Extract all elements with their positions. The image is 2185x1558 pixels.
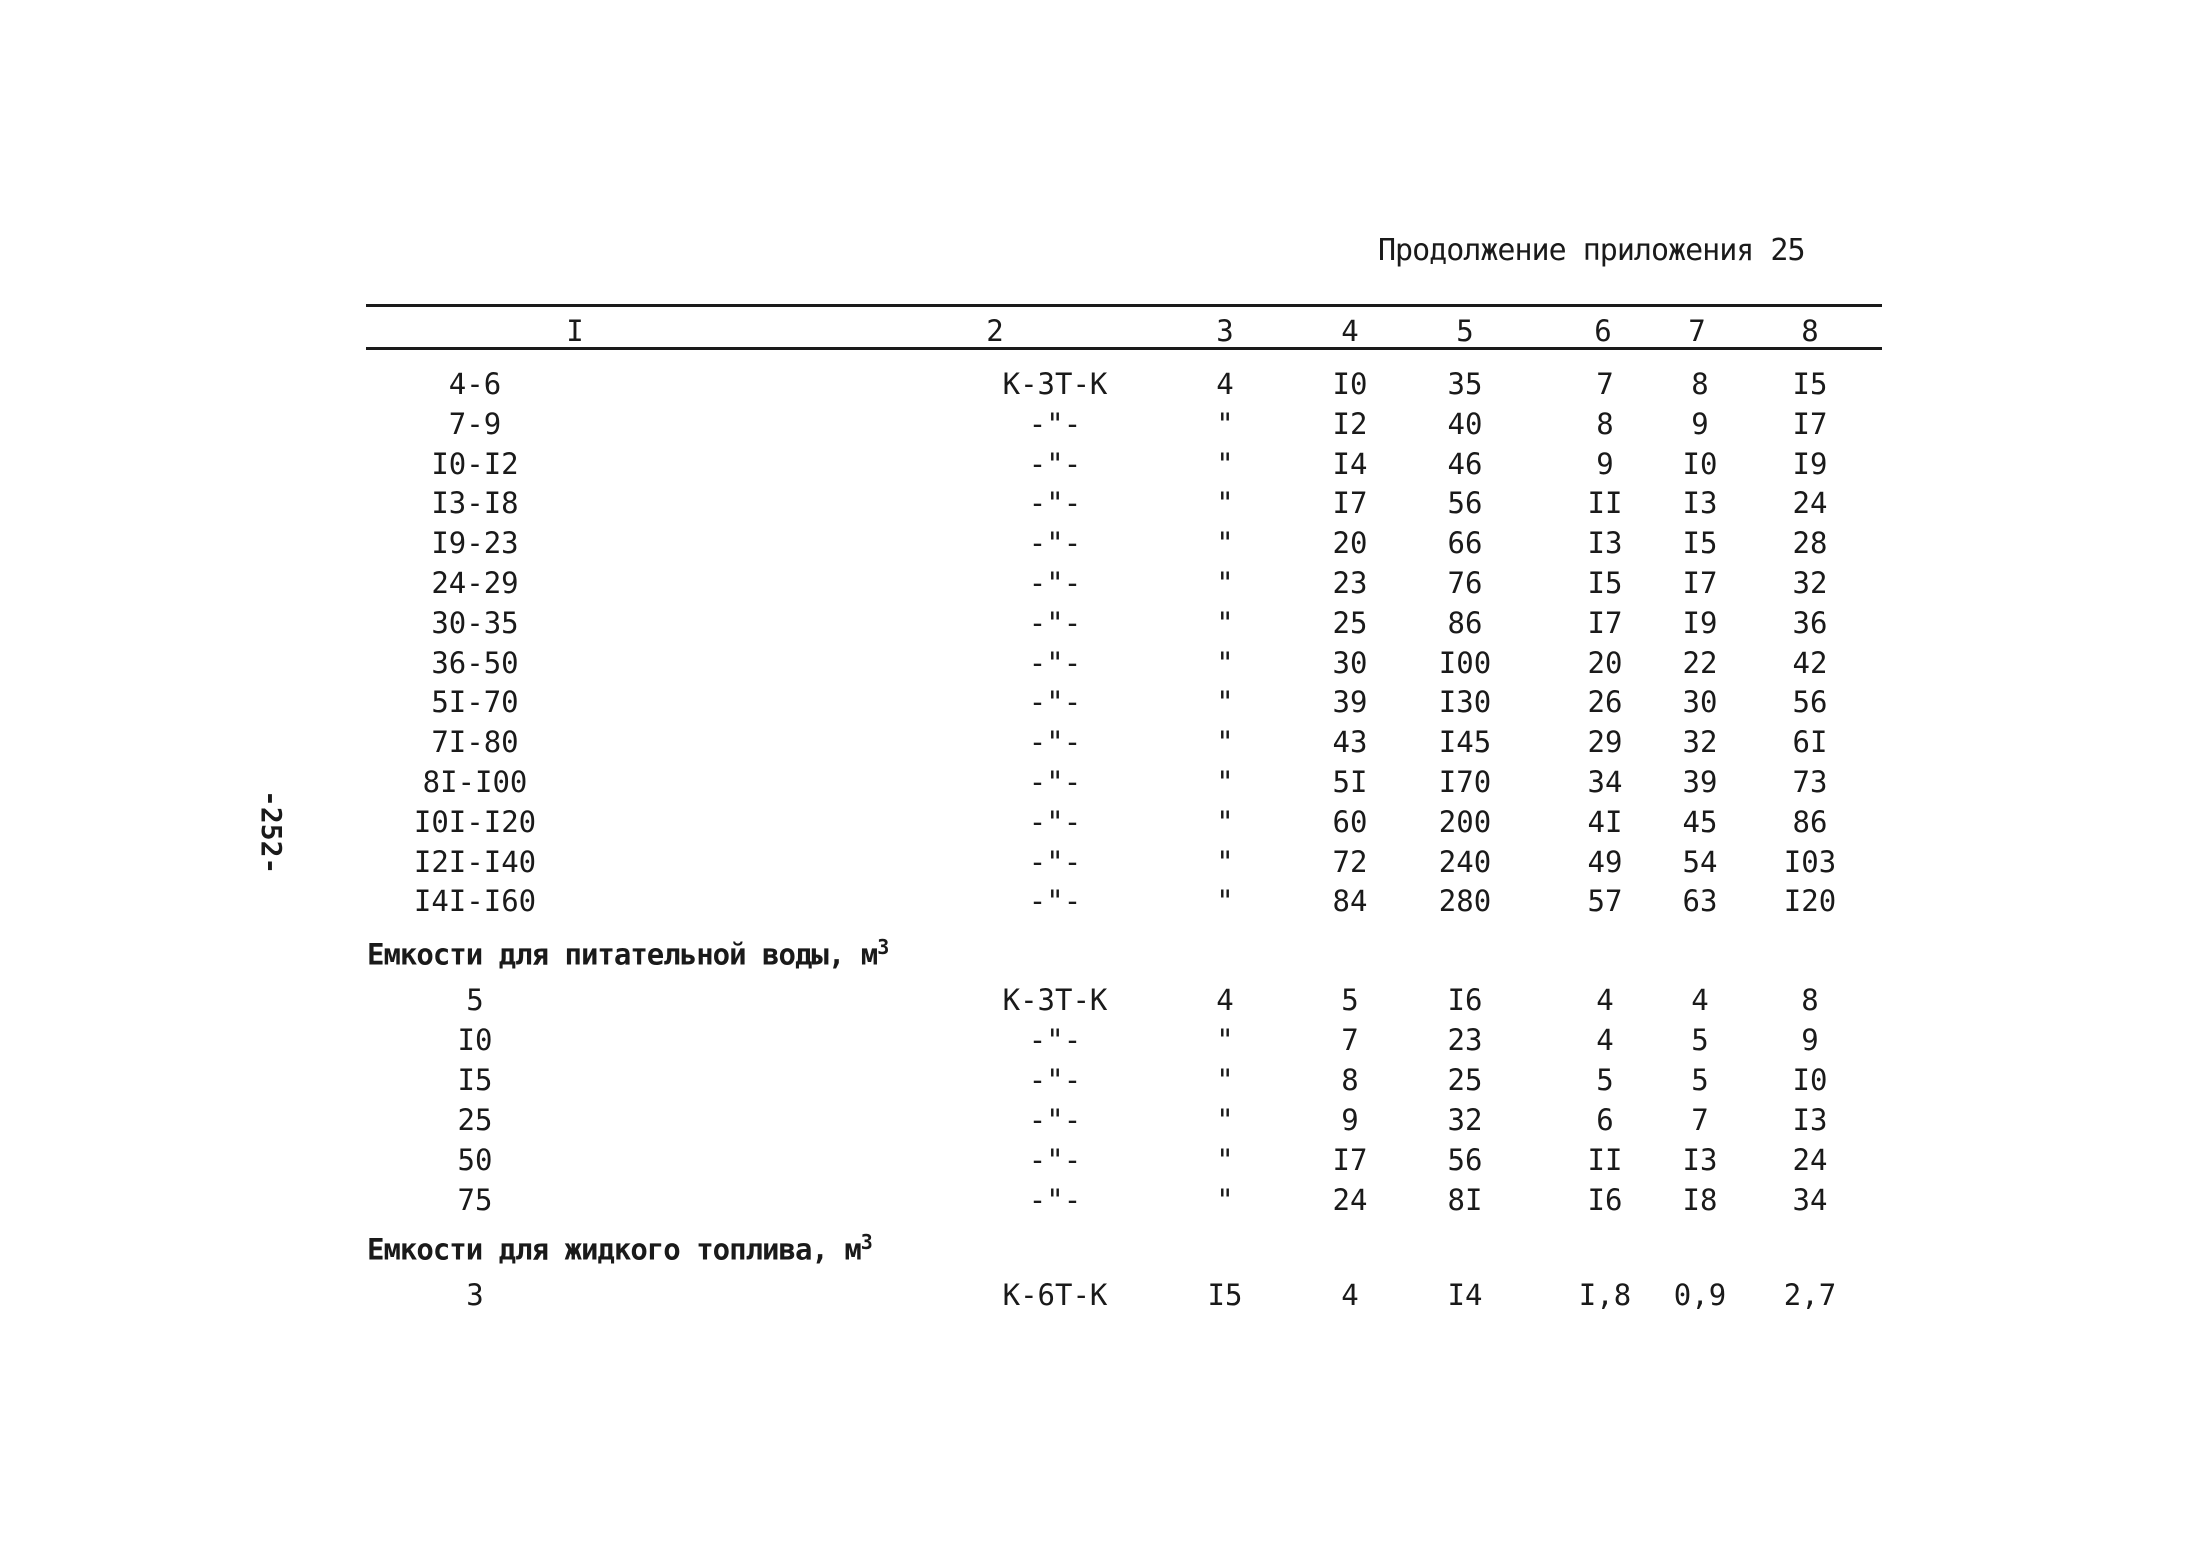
table-row	[0, 523, 2185, 563]
table-cell-col8: 24	[1792, 486, 1828, 521]
column-header-1: I	[566, 314, 584, 348]
table-cell-col4: 84	[1332, 884, 1368, 919]
table-cell-col4: 39	[1332, 685, 1368, 720]
table-cell-col4: 23	[1332, 566, 1368, 600]
table-cell-col8: I7	[1792, 406, 1828, 441]
table-cell-col1: I4I-I60	[413, 884, 537, 919]
table-cell-col1: 7I-80	[431, 725, 519, 760]
table-cell-col2: -"-	[1028, 1063, 1082, 1097]
table-cell-col6: 7	[1596, 367, 1614, 401]
table-cell-col3: "	[1216, 884, 1234, 919]
table-cell-col6: 34	[1587, 765, 1623, 799]
table-cell-col6: 57	[1587, 884, 1623, 919]
table-row	[0, 1140, 2185, 1180]
table-cell-col1: 5I-70	[431, 685, 519, 720]
table-row	[0, 364, 2185, 404]
table-cell-col2: -"-	[1028, 406, 1082, 441]
table-cell-col4: 8	[1341, 1063, 1359, 1097]
table-header-row	[0, 311, 2185, 351]
table-cell-col7: 22	[1682, 645, 1718, 680]
table-cell-col8: 9	[1801, 1023, 1819, 1057]
table-cell-col6: II	[1587, 486, 1623, 521]
table-cell-col8: 86	[1792, 804, 1828, 839]
table-cell-col7: 39	[1682, 765, 1718, 799]
table-row	[0, 483, 2185, 523]
table-cell-col6: I6	[1587, 1183, 1623, 1217]
table-cell-col3: "	[1216, 804, 1234, 839]
table-row	[0, 682, 2185, 722]
table-cell-col3: "	[1216, 1183, 1234, 1217]
table-cell-col7: 5	[1691, 1023, 1709, 1057]
table-cell-col4: 20	[1332, 526, 1368, 561]
table-row	[0, 563, 2185, 603]
table-cell-col6: 20	[1587, 645, 1623, 680]
table-cell-col7: 32	[1682, 725, 1718, 760]
table-cell-col5: 56	[1447, 486, 1483, 521]
table-cell-col5: 200	[1438, 804, 1492, 839]
table-cell-col2: -"-	[1028, 645, 1082, 680]
table-cell-col1: 24-29	[431, 566, 519, 600]
table-cell-col7: I7	[1682, 566, 1718, 600]
table-cell-col8: 8	[1801, 983, 1819, 1017]
table-cell-col5: 35	[1447, 367, 1483, 401]
table-cell-col6: 9	[1596, 446, 1614, 481]
table-cell-col6: 6	[1596, 1103, 1614, 1137]
table-cell-col6: I7	[1587, 605, 1623, 640]
table-cell-col3: "	[1216, 406, 1234, 441]
table-cell-col6: 5	[1596, 1063, 1614, 1097]
section-heading-fuel-unit: 3	[860, 1230, 872, 1254]
table-cell-col4: 24	[1332, 1183, 1368, 1217]
table-cell-col4: 5I	[1332, 765, 1368, 799]
table-cell-col1: 36-50	[431, 645, 519, 680]
table-cell-col5: I70	[1438, 765, 1492, 799]
table-row	[0, 802, 2185, 842]
table-cell-col8: 42	[1792, 645, 1828, 680]
table-cell-col4: I0	[1332, 367, 1368, 401]
table-cell-col3: "	[1216, 566, 1234, 600]
table-cell-col1: 7-9	[448, 406, 502, 441]
table-cell-col5: 56	[1447, 1143, 1483, 1177]
column-header-6: 6	[1594, 314, 1612, 348]
table-cell-col8: I03	[1783, 844, 1837, 879]
table-cell-col8: 6I	[1792, 725, 1828, 760]
table-cell-col7: I9	[1682, 605, 1718, 640]
table-cell-col5: I45	[1438, 725, 1492, 760]
table-cell-col8: 34	[1792, 1183, 1828, 1217]
table-cell-col8: 73	[1792, 765, 1828, 799]
table-cell-col1: 25	[457, 1103, 493, 1137]
table-cell-col1: I3-I8	[431, 486, 519, 521]
table-cell-col5: 280	[1438, 884, 1492, 919]
table-cell-col2: -"-	[1028, 844, 1082, 879]
table-row	[0, 643, 2185, 683]
section-heading-fuel	[367, 1230, 872, 1267]
table-cell-col2: -"-	[1028, 1103, 1082, 1137]
table-cell-col1: 8I-I00	[422, 765, 528, 799]
table-row	[0, 603, 2185, 643]
table-cell-col7: I5	[1682, 526, 1718, 561]
table-cell-col5: 25	[1447, 1063, 1483, 1097]
table-cell-col3: "	[1216, 605, 1234, 640]
table-top-rule	[366, 304, 1882, 307]
appendix-caption: Продолжение приложения 25	[1378, 233, 1805, 268]
table-cell-col3: "	[1216, 1023, 1234, 1057]
table-cell-col7: 8	[1691, 367, 1709, 401]
table-cell-col7: 7	[1691, 1103, 1709, 1137]
table-cell-col5: 76	[1447, 566, 1483, 600]
table-cell-col4: 72	[1332, 844, 1368, 879]
table-cell-col8: 56	[1792, 685, 1828, 720]
section-heading-feedwater-label: Емкости для питательной воды, м	[367, 937, 878, 972]
table-row	[0, 1020, 2185, 1060]
table-cell-col1: 3	[466, 1278, 484, 1312]
table-cell-col7: 0,9	[1673, 1278, 1727, 1312]
table-cell-col4: 43	[1332, 725, 1368, 760]
table-row	[0, 980, 2185, 1020]
table-cell-col2: -"-	[1028, 765, 1082, 799]
table-cell-col3: "	[1216, 486, 1234, 521]
table-cell-col6: 4	[1596, 1023, 1614, 1057]
table-cell-col7: 9	[1691, 406, 1709, 441]
table-cell-col1: I5	[457, 1063, 493, 1097]
table-cell-col4: I7	[1332, 486, 1368, 521]
table-cell-col1: I0	[457, 1023, 493, 1057]
table-row	[0, 1275, 2185, 1315]
table-cell-col1: I0I-I20	[413, 804, 537, 839]
table-row	[0, 881, 2185, 921]
table-cell-col2: -"-	[1028, 685, 1082, 720]
table-cell-col6: 49	[1587, 844, 1623, 879]
table-cell-col2: -"-	[1028, 566, 1082, 600]
table-cell-col8: 36	[1792, 605, 1828, 640]
table-cell-col1: I9-23	[431, 526, 519, 561]
table-cell-col6: 26	[1587, 685, 1623, 720]
table-cell-col3: "	[1216, 1143, 1234, 1177]
section-heading-feedwater-unit: 3	[877, 935, 889, 959]
table-cell-col1: 5	[466, 983, 484, 1017]
table-cell-col5: 46	[1447, 446, 1483, 481]
column-header-5: 5	[1456, 314, 1474, 348]
table-row	[0, 842, 2185, 882]
table-cell-col2: К-3Т-К	[1002, 367, 1108, 401]
table-cell-col2: -"-	[1028, 605, 1082, 640]
table-cell-col8: I9	[1792, 446, 1828, 481]
column-header-4: 4	[1341, 314, 1359, 348]
table-cell-col5: 240	[1438, 844, 1492, 879]
table-cell-col1: 30-35	[431, 605, 519, 640]
table-cell-col5: I00	[1438, 645, 1492, 680]
table-cell-col2: -"-	[1028, 446, 1082, 481]
table-cell-col3: "	[1216, 446, 1234, 481]
table-cell-col7: 30	[1682, 685, 1718, 720]
table-cell-col8: 28	[1792, 526, 1828, 561]
table-cell-col1: I2I-I40	[413, 844, 537, 879]
table-cell-col2: -"-	[1028, 1023, 1082, 1057]
table-cell-col7: I0	[1682, 446, 1718, 481]
table-cell-col8: I20	[1783, 884, 1837, 919]
table-cell-col5: 23	[1447, 1023, 1483, 1057]
table-row	[0, 404, 2185, 444]
table-cell-col7: I8	[1682, 1183, 1718, 1217]
table-cell-col3: 4	[1216, 367, 1234, 401]
table-cell-col3: "	[1216, 526, 1234, 561]
table-cell-col7: 54	[1682, 844, 1718, 879]
table-cell-col6: 8	[1596, 406, 1614, 441]
table-cell-col8: 2,7	[1783, 1278, 1837, 1312]
table-cell-col5: 40	[1447, 406, 1483, 441]
table-cell-col2: К-6Т-К	[1002, 1278, 1108, 1312]
column-header-3: 3	[1216, 314, 1234, 348]
table-cell-col6: 4	[1596, 983, 1614, 1017]
table-cell-col2: -"-	[1028, 1143, 1082, 1177]
table-row	[0, 444, 2185, 484]
table-cell-col7: I3	[1682, 1143, 1718, 1177]
table-cell-col4: 9	[1341, 1103, 1359, 1137]
table-row	[0, 1180, 2185, 1220]
table-cell-col7: 63	[1682, 884, 1718, 919]
table-cell-col5: 8I	[1447, 1183, 1483, 1217]
table-cell-col4: I7	[1332, 1143, 1368, 1177]
table-cell-col7: 45	[1682, 804, 1718, 839]
table-row	[0, 1100, 2185, 1140]
table-cell-col1: 4-6	[448, 367, 502, 401]
table-cell-col4: 7	[1341, 1023, 1359, 1057]
table-cell-col1: 75	[457, 1183, 493, 1217]
table-cell-col3: "	[1216, 1103, 1234, 1137]
table-cell-col8: 24	[1792, 1143, 1828, 1177]
column-header-7: 7	[1688, 314, 1706, 348]
column-header-8: 8	[1801, 314, 1819, 348]
section-heading-feedwater	[367, 935, 888, 972]
table-cell-col3: 4	[1216, 983, 1234, 1017]
table-cell-col8: I3	[1792, 1103, 1828, 1137]
table-cell-col5: 66	[1447, 526, 1483, 561]
table-cell-col6: I5	[1587, 566, 1623, 600]
table-row	[0, 1060, 2185, 1100]
table-cell-col2: -"-	[1028, 486, 1082, 521]
table-cell-col8: I0	[1792, 1063, 1828, 1097]
table-cell-col6: 29	[1587, 725, 1623, 760]
table-cell-col3: "	[1216, 765, 1234, 799]
section-heading-fuel-label: Емкости для жидкого топлива, м	[367, 1232, 861, 1267]
table-cell-col4: 30	[1332, 645, 1368, 680]
table-cell-col2: -"-	[1028, 526, 1082, 561]
table-cell-col3: "	[1216, 725, 1234, 760]
table-cell-col3: "	[1216, 1063, 1234, 1097]
table-cell-col5: I6	[1447, 983, 1483, 1017]
table-cell-col4: I4	[1332, 446, 1368, 481]
table-cell-col8: 32	[1792, 566, 1828, 600]
table-cell-col6: II	[1587, 1143, 1623, 1177]
table-cell-col2: К-3Т-К	[1002, 983, 1108, 1017]
table-cell-col6: I,8	[1578, 1278, 1632, 1312]
table-cell-col3: "	[1216, 645, 1234, 680]
table-cell-col4: 4	[1341, 1278, 1359, 1312]
table-cell-col6: I3	[1587, 526, 1623, 561]
table-cell-col3: "	[1216, 844, 1234, 879]
table-cell-col6: 4I	[1587, 804, 1623, 839]
table-cell-col7: 5	[1691, 1063, 1709, 1097]
table-cell-col2: -"-	[1028, 725, 1082, 760]
table-row	[0, 762, 2185, 802]
table-row	[0, 722, 2185, 762]
table-cell-col4: 60	[1332, 804, 1368, 839]
table-cell-col5: 32	[1447, 1103, 1483, 1137]
table-cell-col1: I0-I2	[431, 446, 519, 481]
table-cell-col8: I5	[1792, 367, 1828, 401]
table-cell-col2: -"-	[1028, 884, 1082, 919]
table-cell-col1: 50	[457, 1143, 493, 1177]
table-cell-col5: I30	[1438, 685, 1492, 720]
table-cell-col4: I2	[1332, 406, 1368, 441]
table-cell-col3: "	[1216, 685, 1234, 720]
table-cell-col7: I3	[1682, 486, 1718, 521]
table-cell-col5: 86	[1447, 605, 1483, 640]
page-number: -252-	[255, 790, 288, 875]
table-cell-col4: 25	[1332, 605, 1368, 640]
table-cell-col3: I5	[1207, 1278, 1243, 1312]
table-cell-col2: -"-	[1028, 1183, 1082, 1217]
table-cell-col2: -"-	[1028, 804, 1082, 839]
table-cell-col4: 5	[1341, 983, 1359, 1017]
table-cell-col5: I4	[1447, 1278, 1483, 1312]
table-cell-col7: 4	[1691, 983, 1709, 1017]
column-header-2: 2	[986, 314, 1004, 348]
